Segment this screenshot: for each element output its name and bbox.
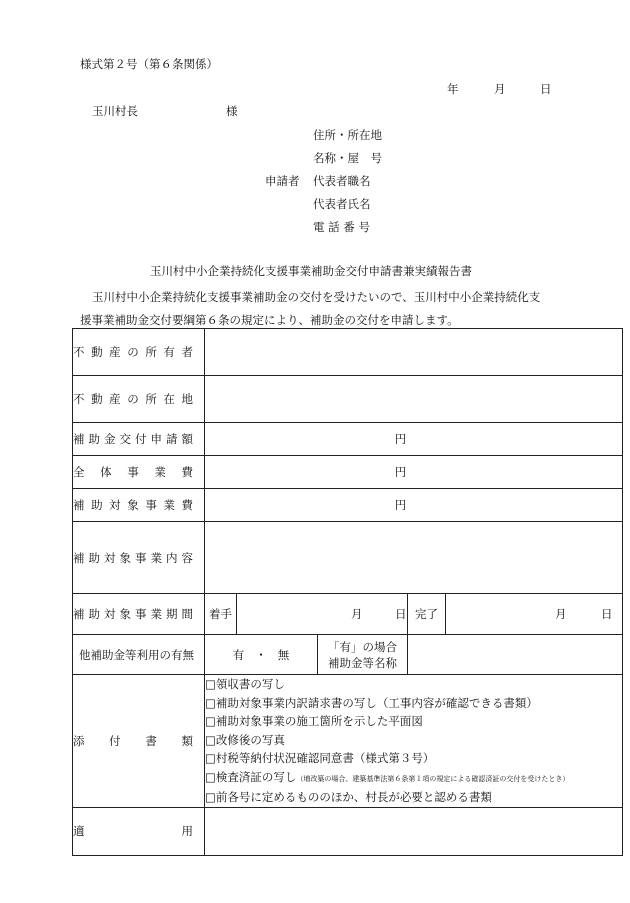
location-field[interactable] (205, 376, 623, 423)
application-form-table (72, 328, 623, 856)
other-grant-name-field[interactable] (408, 635, 623, 675)
row-remarks (73, 807, 623, 855)
eligible-cost-label: 補 助 対 象 事 業 費 (73, 489, 205, 522)
owner-label: 不 動 産 の 所 有 者 (73, 329, 205, 376)
row-location (73, 376, 623, 423)
document-title: 玉川村中小企業持続化支援事業補助金交付申請書兼実績報告書 (150, 264, 472, 278)
if-yes-label: 「有」の場合 補助金等名称 (318, 635, 408, 675)
location-label: 不 動 産 の 所 在 地 (73, 376, 205, 423)
attachment-tax-consent[interactable]: □村税等納付状況確認同意書（様式第３号） (205, 751, 435, 765)
addressee-honorific: 様 (226, 104, 238, 118)
eligible-cost-field[interactable]: 円 (205, 489, 623, 522)
attachment-receipt[interactable]: □領収書の写し (205, 677, 285, 691)
end-label: 完了 (408, 594, 446, 635)
total-cost-field[interactable]: 円 (205, 456, 623, 489)
other-grant-label: 他補助金等利用の有無 (73, 635, 205, 675)
end-date-field[interactable]: 月 日 (446, 594, 623, 635)
row-owner (73, 329, 623, 376)
date-day-label: 日 (540, 82, 552, 96)
remarks-field[interactable] (205, 807, 623, 855)
applicant-name-label: 名称・屋 号 (313, 151, 382, 165)
total-cost-label: 全 体 事 業 費 (73, 456, 205, 489)
attachment-floor-plan[interactable]: □補助対象事業の施工箇所を示した平面図 (205, 714, 423, 728)
addressee: 玉川村長 (92, 104, 138, 118)
grant-amount-label: 補 助 金 交 付 申 請 額 (73, 423, 205, 456)
period-label: 補 助 対 象 事 業 期 間 (73, 594, 205, 635)
row-total-cost (73, 456, 623, 489)
applicant-label: 申請者 (265, 174, 300, 188)
row-grant-amount (73, 423, 623, 456)
row-eligible-cost (73, 489, 623, 522)
attachment-inspection[interactable]: □検査済証の写し（増改築の場合、建築基準法第６条第１項の規定による確認済証の交付を受けたとき） (205, 769, 570, 784)
form-number: 様式第２号（第６条関係） (80, 57, 218, 71)
attachment-photos[interactable]: □改修後の写真 (205, 732, 285, 747)
remarks-label: 適 用 (73, 807, 205, 855)
date-year-label: 年 (447, 82, 459, 96)
owner-field[interactable] (205, 329, 623, 376)
row-content (73, 522, 623, 594)
attachment-other[interactable]: □前各号に定めるもののほか、村長が必要と認める書類 (205, 790, 492, 804)
content-field[interactable] (205, 522, 623, 594)
date-month-label: 月 (494, 82, 506, 96)
applicant-address-label: 住所・所在地 (313, 128, 382, 142)
row-other-grant (73, 635, 623, 675)
grant-amount-field[interactable]: 円 (205, 423, 623, 456)
start-date-field[interactable]: 月 日 (237, 594, 408, 635)
attachments-label: 添 付 書 類 (73, 675, 205, 808)
intro-line-1: 玉川村中小企業持続化支援事業補助金の交付を受けたいので、玉川村中小企業持続化支 (92, 290, 541, 304)
applicant-phone-label: 電 話 番 号 (313, 220, 370, 234)
attachment-inspection-note: （増改築の場合、建築基準法第６条第１項の規定による確認済証の交付を受けたとき） (296, 774, 570, 783)
row-period (73, 594, 623, 635)
attachments-list (205, 675, 623, 808)
intro-line-2: 援事業補助金交付要綱第６条の規定により、補助金の交付を申請します。 (80, 313, 459, 327)
attachment-invoice[interactable]: □補助対象事業内訳請求書の写し（工事内容が確認できる書類） (205, 695, 538, 710)
applicant-rep-name-label: 代表者氏名 (313, 197, 371, 211)
row-attachments (73, 675, 623, 808)
applicant-rep-title-label: 代表者職名 (313, 174, 371, 188)
other-grant-choice[interactable]: 有 ・ 無 (205, 635, 318, 675)
content-label: 補 助 対 象 事 業 内 容 (73, 522, 205, 594)
start-label: 着手 (205, 594, 237, 635)
